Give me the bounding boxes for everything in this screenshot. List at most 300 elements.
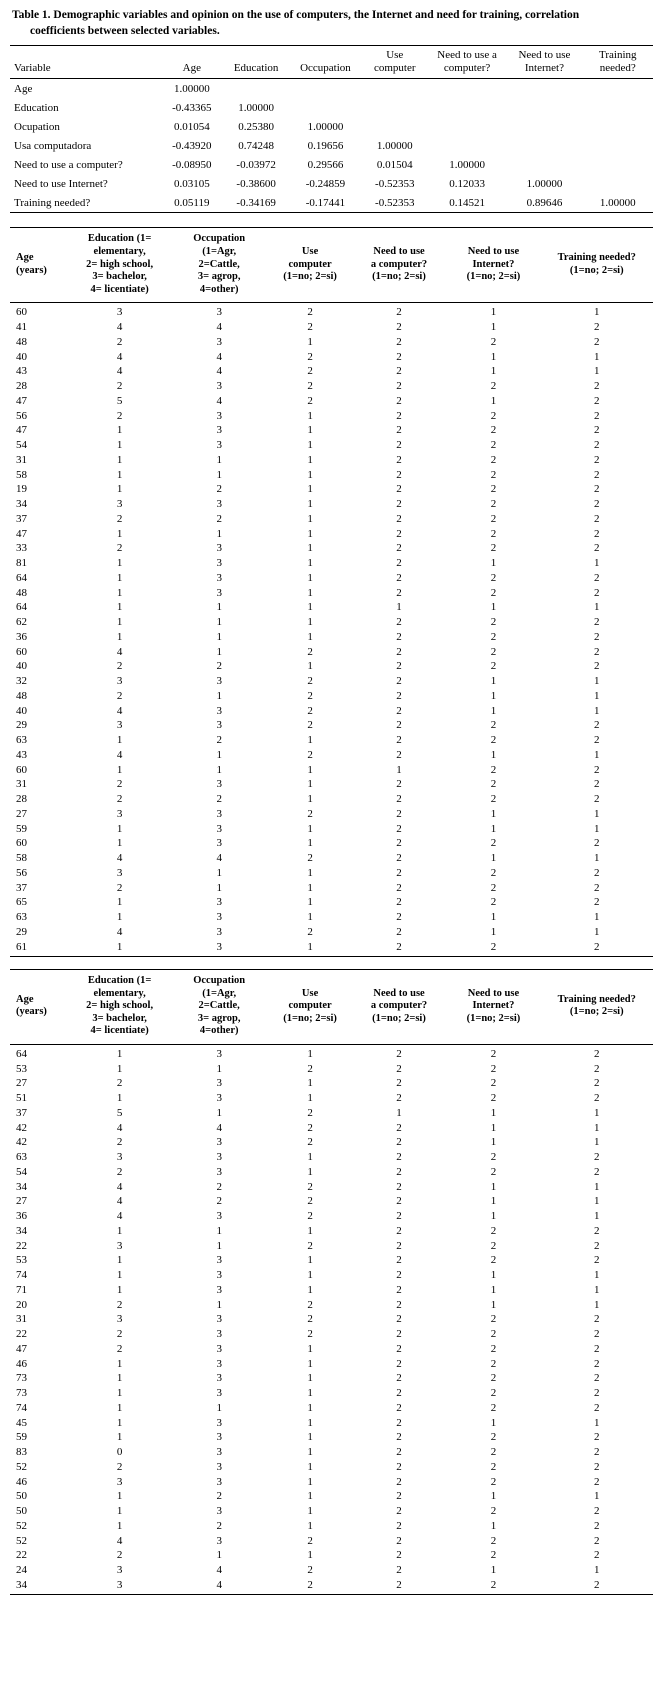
data-header-education-line4: 3= bachelor, — [92, 271, 147, 283]
cell-age: 28 — [16, 380, 27, 393]
cell-value: 1 — [307, 571, 313, 584]
cell-value: 1 — [216, 1401, 222, 1414]
cell-value: 2 — [307, 380, 313, 393]
data-header-occupation-line3: 2=Cattle, — [198, 1000, 240, 1012]
cell-value: 1 — [307, 439, 313, 452]
cell-value: 2 — [396, 586, 402, 599]
cell-value: 3 — [216, 439, 222, 452]
cell-value: 2 — [116, 793, 123, 806]
data-header-age — [10, 970, 69, 1045]
cell-value: 1 — [307, 866, 313, 879]
cell-value: 2 — [396, 1342, 402, 1355]
cell-value: 2 — [307, 1328, 313, 1341]
cell-age: 29 — [16, 925, 27, 938]
data-header-occupation-line1: Occupation — [193, 975, 246, 986]
cell-value: 1 — [490, 1136, 497, 1149]
cell-value: 2 — [396, 778, 402, 791]
data-header-education-line2: elementary, — [93, 245, 146, 257]
cell-value: 2 — [396, 1180, 402, 1193]
cell-value: 2 — [116, 1342, 123, 1355]
table-row — [10, 645, 653, 660]
cell-value: 2 — [307, 852, 313, 865]
cell-age: 53 — [16, 1062, 27, 1075]
cell-value: 2 — [490, 1165, 497, 1178]
table-row — [10, 1445, 653, 1460]
table-row — [10, 895, 653, 910]
cell-value: 1 — [216, 763, 222, 776]
cell-value: 3 — [170, 940, 269, 957]
cell-value: 2 — [396, 1121, 402, 1134]
corr-cell — [506, 136, 582, 155]
cell-value: 2 — [396, 748, 402, 761]
corr-header-variable-line1: Variable — [14, 61, 51, 74]
cell-value: 1 — [594, 1283, 600, 1296]
corr-cell: 0.01504 — [376, 158, 413, 171]
cell-value: 2 — [594, 1401, 600, 1414]
data-header-need-internet-line1: Need to use — [467, 245, 520, 257]
cell-value: 1 — [116, 483, 123, 496]
cell-value: 2 — [490, 571, 497, 584]
cell-value: 3 — [216, 380, 222, 393]
cell-value: 3 — [216, 1534, 222, 1547]
cell-value: 1 — [116, 527, 123, 540]
table-row — [10, 586, 653, 601]
cell-value: 2 — [396, 852, 402, 865]
corr-row-variable: Age — [14, 82, 33, 95]
cell-value: 2 — [594, 763, 600, 776]
cell-value: 2 — [307, 1106, 313, 1119]
cell-age: 43 — [16, 748, 27, 761]
cell-value: 1 — [307, 1401, 313, 1414]
cell-value: 1 — [307, 793, 313, 806]
cell-age: 34 — [10, 1578, 69, 1595]
data-header-education-line1: Education (1= — [87, 233, 152, 245]
cell-age: 64 — [16, 601, 27, 614]
cell-value: 4 — [216, 350, 222, 363]
table-row — [10, 174, 653, 193]
cell-age: 81 — [16, 557, 27, 570]
cell-age: 53 — [16, 1254, 27, 1267]
cell-value: 2 — [307, 365, 313, 378]
cell-value: 2 — [116, 689, 123, 702]
cell-value: 2 — [594, 793, 600, 806]
cell-value: 1 — [116, 763, 123, 776]
cell-value: 2 — [594, 586, 600, 599]
corr-cell: -0.43920 — [172, 139, 212, 152]
cell-value: 2 — [594, 866, 600, 879]
cell-value: 2 — [594, 1151, 600, 1164]
corr-cell: 0.89646 — [506, 193, 582, 213]
cell-value: 2 — [594, 468, 600, 481]
cell-value: 1 — [490, 557, 497, 570]
cell-age: 40 — [16, 350, 27, 363]
cell-value: 2 — [396, 822, 402, 835]
cell-value: 2 — [396, 424, 402, 437]
caption-line-1: Table 1. Demographic variables and opinion on the use of computers, the Internet and need for training, correlation — [12, 9, 580, 21]
table-row — [10, 630, 653, 645]
cell-value: 2 — [396, 1283, 402, 1296]
corr-row-variable: Need to use Internet? — [14, 177, 108, 190]
cell-value: 2 — [594, 1328, 600, 1341]
table-row — [10, 1475, 653, 1490]
corr-row-variable: Need to use a computer? — [14, 158, 123, 171]
cell-value: 3 — [216, 1416, 222, 1429]
cell-value: 2 — [307, 1121, 313, 1134]
corr-cell: 1.00000 — [173, 82, 210, 95]
table-row — [10, 1386, 653, 1401]
cell-value: 3 — [216, 1357, 222, 1370]
cell-value: 2 — [490, 1342, 497, 1355]
cell-value: 1 — [307, 1475, 313, 1488]
cell-value: 3 — [216, 1077, 222, 1090]
cell-value: 1 — [490, 1121, 497, 1134]
table-row — [10, 1150, 653, 1165]
data-header-education-line1: Education (1= — [87, 975, 152, 986]
cell-value: 2 — [396, 542, 402, 555]
cell-age: 47 — [16, 394, 27, 407]
cell-value: 1 — [490, 925, 497, 938]
table-row — [10, 1165, 653, 1180]
cell-value: 2 — [307, 1210, 313, 1223]
cell-value: 2 — [396, 453, 402, 466]
cell-value: 2 — [396, 512, 402, 525]
cell-value: 1 — [307, 911, 313, 924]
cell-value: 1 — [594, 1416, 600, 1429]
cell-value: 1 — [594, 822, 600, 835]
cell-value: 2 — [396, 380, 402, 393]
cell-age: 29 — [16, 719, 27, 732]
cell-value: 2 — [490, 409, 497, 422]
data-header-need-computer-line1: Need to use — [373, 987, 425, 999]
cell-age: 83 — [16, 1446, 27, 1459]
cell-value: 2 — [396, 527, 402, 540]
table-row — [10, 1578, 653, 1595]
table-row — [10, 807, 653, 822]
cell-value: 3 — [216, 1342, 222, 1355]
cell-value: 1 — [216, 468, 222, 481]
cell-value: 3 — [216, 557, 222, 570]
cell-value: 1 — [307, 468, 313, 481]
cell-value: 0 — [116, 1446, 123, 1459]
cell-value: 2 — [594, 321, 600, 334]
cell-value: 4 — [216, 1121, 222, 1134]
data-header-use-computer — [269, 228, 352, 303]
cell-value: 2 — [116, 881, 123, 894]
cell-value: 2 — [490, 793, 497, 806]
cell-value: 2 — [396, 571, 402, 584]
cell-value: 1 — [116, 1372, 123, 1385]
cell-value: 1 — [116, 1519, 123, 1532]
cell-value: 2 — [116, 1328, 123, 1341]
cell-age: 42 — [16, 1121, 27, 1134]
cell-value: 2 — [490, 719, 497, 732]
cell-value: 1 — [307, 1490, 313, 1503]
cell-value: 2 — [594, 1519, 600, 1532]
cell-age: 58 — [16, 852, 27, 865]
cell-value: 1 — [307, 409, 313, 422]
cell-value: 1 — [216, 453, 222, 466]
cell-value: 4 — [116, 1121, 123, 1134]
cell-value: 1 — [216, 1549, 222, 1562]
cell-value: 2 — [307, 704, 313, 717]
cell-value: 1 — [116, 468, 123, 481]
cell-value: 1 — [490, 365, 497, 378]
cell-value: 4 — [116, 350, 123, 363]
cell-value: 4 — [116, 1195, 123, 1208]
cell-value: 1 — [307, 1077, 313, 1090]
cell-value: 2 — [594, 1431, 600, 1444]
corr-row-variable: Usa computadora — [14, 139, 92, 152]
data-header-training-line1: Training needed? — [557, 993, 636, 1005]
cell-age: 47 — [16, 1342, 27, 1355]
cell-value: 2 — [490, 1534, 497, 1547]
cell-value: 1 — [307, 1269, 313, 1282]
cell-value: 3 — [216, 896, 222, 909]
cell-age: 61 — [10, 940, 69, 957]
cell-value: 1 — [490, 807, 497, 820]
cell-value: 2 — [490, 439, 497, 452]
cell-value: 2 — [396, 1269, 402, 1282]
cell-value: 2 — [490, 1372, 497, 1385]
cell-value: 2 — [396, 925, 402, 938]
table-row — [10, 79, 653, 99]
cell-value: 2 — [490, 660, 497, 673]
cell-value: 2 — [594, 1505, 600, 1518]
cell-value: 1 — [490, 1564, 497, 1577]
table-row — [10, 1313, 653, 1328]
cell-age: 22 — [16, 1549, 27, 1562]
corr-cell: 1.00000 — [376, 139, 413, 152]
cell-value: 1 — [594, 807, 600, 820]
table-row — [10, 748, 653, 763]
cell-value: 2 — [490, 453, 497, 466]
cell-value: 2 — [594, 424, 600, 437]
table-row — [10, 1416, 653, 1431]
cell-age: 41 — [16, 321, 27, 334]
data-header-education-line5: 4= licentiate) — [90, 283, 149, 295]
table-row — [10, 423, 653, 438]
cell-value: 2 — [396, 1446, 402, 1459]
cell-value: 1 — [594, 365, 600, 378]
table-row — [10, 193, 653, 213]
cell-value: 4 — [216, 852, 222, 865]
cell-value: 3 — [216, 925, 222, 938]
cell-value: 1 — [490, 704, 497, 717]
cell-value: 2 — [269, 1578, 352, 1595]
corr-cell: 0.74248 — [238, 139, 274, 152]
cell-value: 1 — [307, 557, 313, 570]
cell-age: 34 — [16, 1224, 27, 1237]
cell-value: 2 — [594, 498, 600, 511]
cell-value: 2 — [307, 306, 313, 319]
cell-value: 2 — [396, 1165, 402, 1178]
data-header-occupation-line3: 2=Cattle, — [198, 258, 240, 270]
cell-value: 2 — [396, 1047, 402, 1060]
cell-value: 1 — [116, 1387, 123, 1400]
data-header-need-internet — [446, 228, 540, 303]
corr-header-education — [223, 46, 289, 79]
cell-value: 2 — [594, 1224, 600, 1237]
cell-value: 1 — [116, 616, 123, 629]
cell-value: 1 — [116, 1505, 123, 1518]
cell-value: 2 — [396, 1062, 402, 1075]
cell-value: 1 — [116, 1431, 123, 1444]
cell-value: 2 — [594, 660, 600, 673]
cell-value: 2 — [307, 1195, 313, 1208]
cell-value: 1 — [216, 881, 222, 894]
cell-value: 2 — [594, 1077, 600, 1090]
corr-header-need-computer-line1: Need to use a — [437, 49, 497, 62]
cell-value: 2 — [490, 1092, 497, 1105]
cell-value: 1 — [594, 675, 600, 688]
cell-value: 1 — [307, 1357, 313, 1370]
table-row — [10, 1490, 653, 1505]
cell-value: 2 — [216, 734, 222, 747]
cell-value: 2 — [307, 1313, 313, 1326]
table-row — [10, 453, 653, 468]
cell-value: 3 — [216, 807, 222, 820]
table-row — [10, 866, 653, 881]
cell-value: 2 — [594, 1165, 600, 1178]
cell-value: 2 — [307, 321, 313, 334]
corr-cell — [506, 117, 582, 136]
cell-value: 3 — [216, 1151, 222, 1164]
cell-value: 1 — [490, 748, 497, 761]
cell-value: 1 — [69, 940, 170, 957]
cell-value: 3 — [116, 1239, 123, 1252]
data-header-need-computer-line1: Need to use — [373, 245, 425, 257]
cell-value: 2 — [396, 1416, 402, 1429]
cell-value: 2 — [396, 630, 402, 643]
data-header-training-line2: (1=no; 2=si) — [569, 264, 624, 276]
table-row — [10, 364, 653, 379]
data-header-use-computer-line3: (1=no; 2=si) — [283, 271, 337, 283]
cell-value: 2 — [396, 837, 402, 850]
correlation-table — [10, 45, 653, 213]
corr-header-use-computer-line1: Use — [386, 49, 404, 62]
cell-age: 27 — [16, 1077, 27, 1090]
data-header-need-computer-line3: (1=no; 2=si) — [372, 1012, 426, 1024]
cell-value: 4 — [116, 704, 123, 717]
cell-value: 2 — [490, 778, 497, 791]
cell-value: 3 — [216, 675, 222, 688]
table-row — [10, 379, 653, 394]
data-header-training-line2: (1=no; 2=si) — [569, 1006, 624, 1018]
cell-value: 2 — [490, 763, 497, 776]
corr-cell: 0.25380 — [238, 120, 274, 133]
corr-header-education-line1: Education — [233, 61, 279, 74]
table-row — [10, 925, 653, 940]
cell-value: 1 — [116, 1269, 123, 1282]
cell-value: 3 — [216, 1283, 222, 1296]
corr-cell — [362, 79, 428, 99]
cell-value: 2 — [594, 719, 600, 732]
cell-value: 2 — [490, 498, 497, 511]
cell-age: 52 — [16, 1460, 27, 1473]
cell-value: 3 — [216, 542, 222, 555]
cell-value: 2 — [396, 1254, 402, 1267]
cell-value: 2 — [396, 616, 402, 629]
cell-value: 2 — [594, 1534, 600, 1547]
data-header-education-line3: 2= high school, — [86, 258, 154, 270]
data-header-row — [10, 228, 653, 303]
cell-value: 2 — [307, 925, 313, 938]
cell-value: 1 — [116, 896, 123, 909]
cell-value: 1 — [490, 675, 497, 688]
cell-value: 2 — [396, 1387, 402, 1400]
cell-value: 2 — [396, 1401, 402, 1414]
cell-value: 2 — [446, 1578, 540, 1595]
cell-value: 2 — [396, 1239, 402, 1252]
cell-value: 1 — [307, 1431, 313, 1444]
cell-value: 1 — [116, 1283, 123, 1296]
cell-value: 1 — [307, 1342, 313, 1355]
table-row — [10, 777, 653, 792]
cell-value: 3 — [216, 719, 222, 732]
cell-age: 74 — [16, 1269, 27, 1282]
cell-value: 2 — [396, 807, 402, 820]
cell-value: 2 — [594, 335, 600, 348]
data-header-row — [10, 970, 653, 1045]
cell-value: 4 — [116, 1534, 123, 1547]
cell-age: 24 — [16, 1564, 27, 1577]
table-row — [10, 1224, 653, 1239]
table-row — [10, 556, 653, 571]
cell-value: 1 — [216, 689, 222, 702]
corr-cell: 1.00000 — [526, 177, 563, 190]
cell-value: 2 — [216, 660, 222, 673]
cell-value: 2 — [396, 1328, 402, 1341]
cell-value: 1 — [307, 1446, 313, 1459]
data-header-education-line2: elementary, — [93, 987, 146, 999]
table-row — [10, 600, 653, 615]
cell-value: 2 — [307, 689, 313, 702]
corr-row-variable: Training needed? — [10, 193, 161, 213]
cell-value: 2 — [352, 1578, 447, 1595]
cell-value: 1 — [307, 483, 313, 496]
table-row — [10, 527, 653, 542]
cell-value: 1 — [307, 424, 313, 437]
cell-value: 2 — [490, 1431, 497, 1444]
cell-value: 2 — [594, 1062, 600, 1075]
cell-value: 2 — [396, 660, 402, 673]
cell-value: 3 — [216, 409, 222, 422]
cell-value: 2 — [594, 1313, 600, 1326]
cell-value: 1 — [116, 453, 123, 466]
corr-cell: -0.34169 — [223, 193, 289, 213]
cell-value: 1 — [594, 1490, 600, 1503]
cell-value: 2 — [490, 483, 497, 496]
table-row — [10, 881, 653, 896]
corr-header-training-line2: needed? — [599, 61, 636, 74]
corr-cell: 1.00000 — [307, 120, 344, 133]
corr-cell: 1.00000 — [238, 101, 274, 114]
data-header-occupation-line4: 3= agrop, — [197, 1012, 241, 1024]
cell-value: 2 — [396, 734, 402, 747]
corr-header-variable — [10, 46, 161, 79]
cell-age: 73 — [16, 1387, 27, 1400]
cell-value: 1 — [307, 837, 313, 850]
cell-value: 1 — [594, 911, 600, 924]
cell-value: 2 — [307, 394, 313, 407]
table-row — [10, 1062, 653, 1077]
corr-cell — [506, 155, 582, 174]
cell-value: 1 — [490, 1269, 497, 1282]
cell-value: 3 — [116, 866, 123, 879]
cell-value: 2 — [594, 881, 600, 894]
table-row — [10, 1401, 653, 1416]
corr-header-age — [161, 46, 223, 79]
